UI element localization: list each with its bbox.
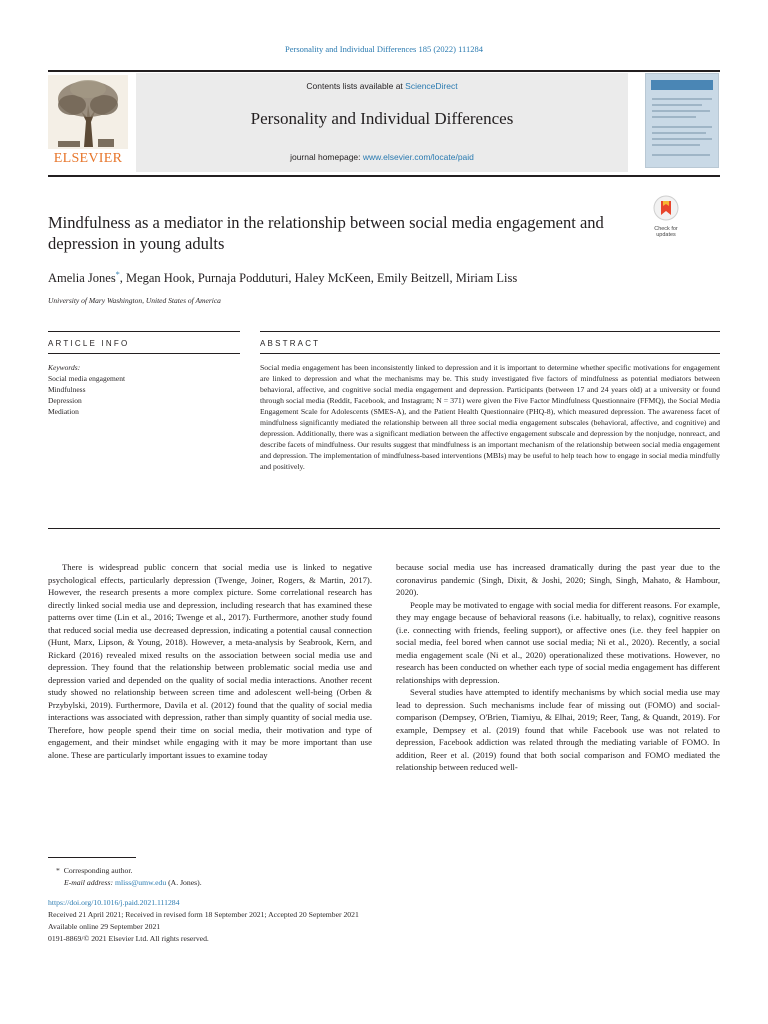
homepage-link[interactable]: www.elsevier.com/locate/paid [362, 152, 474, 162]
header-bottom-rule [48, 175, 720, 177]
copyright-line: 0191-8869/© 2021 Elsevier Ltd. All rights reserved. [48, 934, 209, 943]
cover-line [652, 110, 710, 112]
article-info-rule [48, 331, 240, 332]
corresponding-label: Corresponding author. [63, 866, 133, 875]
homepage-label: journal homepage: [290, 152, 363, 162]
footnote-rule [48, 857, 136, 858]
elsevier-wordmark: ELSEVIER [53, 151, 123, 166]
affiliation: University of Mary Washington, United States of America [48, 296, 221, 305]
cover-line [652, 144, 700, 146]
journal-homepage [136, 152, 628, 162]
email-suffix: (A. Jones). [168, 878, 202, 887]
received-dates: Received 21 April 2021; Received in revised form 18 September 2021; Accepted 20 September 2021 [48, 910, 359, 919]
article-title: Mindfulness as a mediator in the relationship between social media engagement and depression in young adults [48, 213, 604, 253]
keywords-block [48, 362, 125, 417]
email-footnote [64, 877, 202, 889]
keyword-item: Mindfulness [48, 385, 86, 394]
cover-line [652, 132, 706, 134]
abstract-subrule [260, 353, 720, 354]
author-list [48, 270, 708, 286]
keywords-label: Keywords: [48, 363, 81, 372]
cover-line [652, 116, 696, 118]
journal-cover-thumbnail[interactable] [645, 73, 719, 168]
journal-citation[interactable]: Personality and Individual Differences 185 (2022) 111284 [285, 44, 483, 54]
body-paragraph: Several studies have attempted to identify mechanisms by which social media use may lead to depression. Such mechanisms include fear of missing out (FOMO) and social-comparison (Dempsey, O'Brien, Tiamiyu, & Elhai, 2019; Reer, Tang, & Quandt, 2019). For example, Dempsey et al. (2019) found that while Facebook use was not related to depression, Facebook addiction was related through the mediating variable of FOMO. In addition, Reer et al. (2019) found that both social comparison and FOMO mediated the relationship between reduced well- [396, 687, 720, 772]
cover-line [652, 154, 710, 156]
check-updates-line2: updates [656, 232, 676, 238]
check-for-updates-button[interactable] [646, 195, 686, 238]
abstract-bottom-rule [48, 528, 720, 529]
body-right-column [396, 561, 720, 774]
footnote-marker: * [56, 866, 60, 875]
email-link[interactable]: mliss@umw.edu [114, 878, 167, 887]
check-updates-icon [653, 195, 679, 221]
email-label: E-mail address: [64, 878, 114, 887]
cover-line [652, 138, 712, 140]
cover-line [652, 126, 712, 128]
body-left-column [48, 561, 372, 761]
abstract-rule [260, 331, 720, 332]
keyword-item: Depression [48, 396, 82, 405]
available-online: Available online 29 September 2021 [48, 922, 161, 931]
contents-availability [136, 81, 628, 91]
keyword-item: Social media engagement [48, 374, 126, 383]
corresponding-footnote [56, 865, 132, 877]
sciencedirect-link[interactable]: ScienceDirect [405, 81, 458, 91]
body-paragraph: There is widespread public concern that social media use is linked to negative psychological effects, particularly depression (Twenge, Joiner, Rogers, & Martin, 2017). However, the research presents a more complex picture. Some correlational research has directly linked social media use and depression, including research that has examined these patterns over time (Lin et al., 2016; Twenge et al., 2017). Furthermore, another study found that reduced social media use decreased depression, indicating a potential causal connection (Hunt, Marx, Lipson, & Young, 2018). However, a meta-analysis by Seabrook, Kern, and Rickard (2016) revealed mixed results on the association between social media use and depression. They found that the relationship between problematic social media use and depression varied and depended on the quality of social media interactions. Another recent study showed no relationship between screen time and adolescent well-being (Orben & Przybylski, 2019). Furthermore, Davila et al. (2012) found that the quality of social media interactions was associated with depression, rather than simply quantity of social media use. Therefore, how people spend their time on social media, their motivation and type of engagement, and their mindset while engaging with it may be more important than use alone. These are particularly important issues to examine today [48, 562, 372, 760]
first-author[interactable]: Amelia Jones [48, 271, 116, 286]
journal-title: Personality and Individual Differences [250, 109, 514, 128]
cover-line [652, 104, 702, 106]
doi-link[interactable] [48, 897, 179, 909]
keyword-item: Mediation [48, 407, 79, 416]
other-authors[interactable]: , Megan Hook, Purnaja Podduturi, Haley McKeen, Emily Beitzell, Miriam Liss [119, 271, 518, 286]
cover-title-band [651, 80, 713, 90]
doi-url[interactable]: https://doi.org/10.1016/j.paid.2021.111284 [48, 898, 180, 907]
body-paragraph: People may be motivated to engage with social media for different reasons. For example, they may engage because of behavioral reasons (i.e. habitually, to relax), cognitive reasons (i.e. connecting with friends, feeling support), or affective ones (i.e. they feel happier on social media, feel bored when cannot use social media; Ni et al., 2020). Recently, a social media engagement scale (Ni et al., 2020) operationalized these motivations. However, no research has been conducted on whether each type of social media engagement has different relationships with depression. [396, 599, 720, 685]
cover-line [652, 98, 712, 100]
journal-header-box [136, 73, 628, 172]
article-info-subrule [48, 353, 240, 354]
contents-label: Contents lists available at [306, 81, 406, 91]
body-paragraph: because social media use has increased dramatically during the past year due to the coronavirus pandemic (Singh, Dixit, & Joshi, 2020; Singh, Singh, Mahato, & Hambour, 2020). [396, 562, 720, 597]
header-top-rule [48, 70, 720, 72]
article-info-heading: ARTICLE INFO [48, 339, 130, 348]
corresponding-author-marker[interactable]: * [115, 270, 120, 279]
check-updates-line1: Check for [654, 226, 678, 232]
abstract-text: Social media engagement has been inconsistently linked to depression and it is important to determine whether specific motivations for engagement are linked to depression and what the mechanisms may be. This study investigated five factors of mindfulness as potential mediators between behavioral, affective, and cognitive social media engagement and depression. Participants (between 17 and 24 years old) at a university or found through social media (Reddit, Facebook, and Instagram; N = 371) were given the Five Factor Mindfulness Questionnaire (FFMQ), the Social Media Engagement Scale for Adolescents (SMES-A), and the Patient Health Questionnaire (PHQ-8), which measured depression. The awareness facet of mindfulness significantly mediated the relationship between all three social media engagement subscales (behavioral, affective, and cognitive) and depression. Additionally, there was a significant mediation between the affective engagement subscale and depression by the nonjudge, nonreact, and describe facets of mindfulness. Our results suggest that mindfulness is an important mechanism of the relationship between social media engagement and depression. The implementation of mindfulness-based interventions (MBIs) may be useful to help teach how to engage in social media mindfully and positively. [260, 363, 720, 471]
abstract-heading: ABSTRACT [260, 339, 321, 348]
